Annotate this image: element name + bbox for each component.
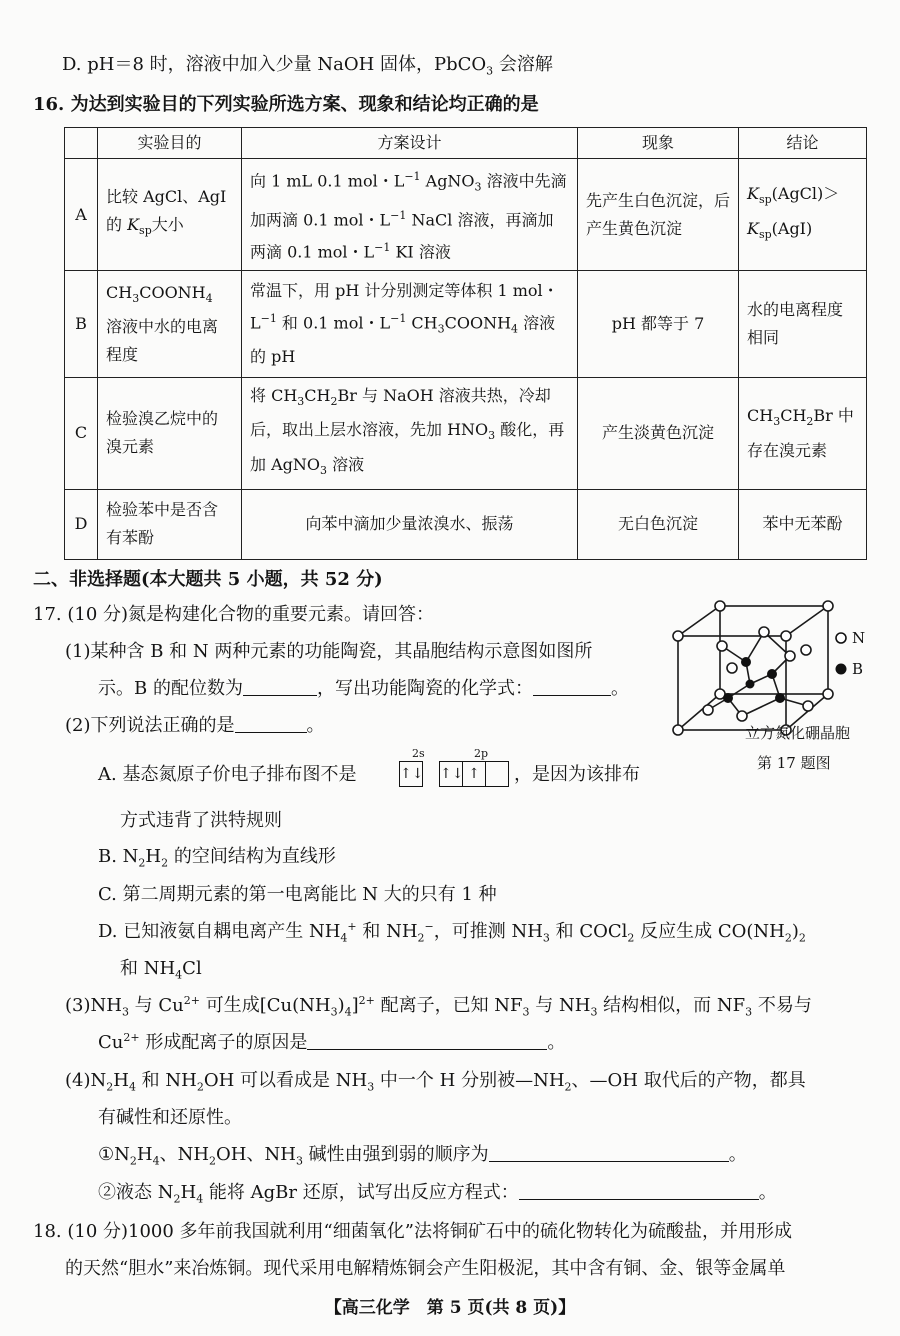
q17-part4-line1: $(4)N_2H_4$ 和 $NH_2OH$ 可以看成是 $NH_3$ 中一个 H 分别被$—NH_2$、—OH 取代后的产物，都具 <box>65 1070 806 1094</box>
section-heading: 二、非选择题(本大题共 5 小题，共 52 分) <box>33 569 383 590</box>
row-plan: 将 $CH_3CH_2Br$ 与 NaOH 溶液共热，冷却后，取出上层水溶液，先加 $HNO_3$ 酸化，再加 AgNO$_3$ 溶液 <box>242 378 578 490</box>
answer-blank[interactable] <box>235 714 307 733</box>
q17-option-a: A. 基态氮原子价电子排布图不是 <box>98 764 357 785</box>
q16-table <box>64 127 867 560</box>
row-purpose: $CH_3COONH_4$ 溶液中水的电离程度 <box>98 271 242 378</box>
header-conclusion: 结论 <box>739 128 867 159</box>
figure-caption: 立方氮化硼晶胞 <box>745 724 851 742</box>
legend-n-marker <box>834 631 848 645</box>
orbital-label-2p: 2p <box>474 747 489 760</box>
row-phenomenon: 先产生白色沉淀，后产生黄色沉淀 <box>578 159 739 271</box>
row-phenomenon: 产生淡黄色沉淀 <box>578 378 739 490</box>
row-phenomenon: pH 都等于 7 <box>578 271 739 378</box>
table-row <box>65 159 867 271</box>
row-letter: B <box>65 271 98 378</box>
answer-blank[interactable] <box>489 1143 729 1162</box>
q17-part1-line2: 示。B 的配位数为 ，写出功能陶瓷的化学式： 。 <box>98 678 629 699</box>
q17-option-b: B. $N_2H_2$ 的空间结构为直线形 <box>98 846 336 870</box>
row-purpose: 检验溴乙烷中的溴元素 <box>98 378 242 490</box>
header-purpose: 实验目的 <box>98 128 242 159</box>
table-row <box>65 489 867 559</box>
row-plan: 常温下，用 pH 计分别测定等体积 1 mol・$L^{-1}$ 和 0.1 mol・$L^{-1}$ $CH_3COONH_4$ 溶液的 pH <box>242 271 578 378</box>
q17-part3-line1: $(3)NH_3$ 与 $Cu^{2+}$ 可生成$[Cu(NH_3)_4]^{2+}$ 配离子，已知 $NF_3$ 与 $NH_3$ 结构相似，而 $NF_3$ 不易与 <box>65 994 812 1019</box>
q15-option-d: D. pH＝8 时，溶液中加入少量 NaOH 固体，PbCO$_3$ 会溶解 <box>62 54 553 78</box>
row-letter: A <box>65 159 98 271</box>
q17-part3-line2: $Cu^{2+}$ 形成配离子的原因是 。 <box>98 1031 566 1053</box>
header-phenomenon: 现象 <box>578 128 739 159</box>
answer-blank[interactable] <box>307 1031 547 1050</box>
q17-option-c: C. 第二周期元素的第一电离能比 N 大的只有 1 种 <box>98 884 497 905</box>
header-plan: 方案设计 <box>242 128 578 159</box>
legend-n-label: N <box>852 629 866 647</box>
q18-line2: 的天然“胆水”来冶炼铜。现代采用电解精炼铜会产生阳极泥，其中含有铜、金、银等金属单 <box>65 1258 786 1279</box>
row-plan: 向 1 mL 0.1 mol・$L^{-1}$ AgNO$_3$ 溶液中先滴加两滴 0.1 mol・$L^{-1}$ NaCl 溶液，再滴加两滴 0.1 mol・$L^{-1}$ KI 溶液 <box>242 159 578 271</box>
row-phenomenon: 无白色沉淀 <box>578 489 739 559</box>
legend-b-marker <box>834 662 848 676</box>
q17-part2: (2)下列说法正确的是 。 <box>65 715 325 736</box>
q18-line1: 18. (10 分)1000 多年前我国就利用“细菌氧化”法将铜矿石中的硫化物转化为硫酸盐，并用形成 <box>33 1221 792 1242</box>
answer-blank[interactable] <box>519 1181 759 1200</box>
row-purpose: 检验苯中是否含有苯酚 <box>98 489 242 559</box>
row-conclusion: $K_{sp}(AgCl)>$ $K_{sp}(AgI)$ <box>739 159 867 271</box>
orbital-box-2p: ↑↓ ↑ <box>439 761 509 787</box>
q17-option-a-line2: 方式违背了洪特规则 <box>120 810 282 831</box>
row-plan: 向苯中滴加少量浓溴水、振荡 <box>242 489 578 559</box>
q16-stem: 16. 为达到实验目的下列实验所选方案、现象和结论均正确的是 <box>33 94 539 115</box>
row-letter: C <box>65 378 98 490</box>
q16-table-header <box>65 128 867 159</box>
page-footer: 【高三化学 第 5 页(共 8 页)】 <box>324 1298 576 1318</box>
row-purpose: 比较 AgCl、AgI 的 $K_{sp}$大小 <box>98 159 242 271</box>
orbital-box-2s: ↑↓ <box>399 761 423 787</box>
table-row <box>65 271 867 378</box>
row-conclusion: $CH_3CH_2Br$ 中存在溴元素 <box>739 378 867 490</box>
row-conclusion: 水的电离程度相同 <box>739 271 867 378</box>
q17-part4-ii: ②液态 $N_2H_4$ 能将 AgBr 还原，试写出反应方程式： 。 <box>98 1182 777 1206</box>
q17-option-d-line2: 和 $NH_4Cl$ <box>120 958 202 982</box>
q17-stem: 17. (10 分)氮是构建化合物的重要元素。请回答： <box>33 604 435 625</box>
q17-part4-line2: 有碱性和还原性。 <box>98 1107 242 1128</box>
boron-nitride-unit-cell-figure <box>668 598 868 773</box>
legend-b-label: B <box>852 660 864 678</box>
orbital-label-2s: 2s <box>412 747 425 760</box>
row-letter: D <box>65 489 98 559</box>
q17-part1-line1: (1)某种含 B 和 N 两种元素的功能陶瓷，其晶胞结构示意图如图所 <box>65 641 593 662</box>
q17-option-d-line1: D. 已知液氨自耦电离产生 $NH_4^+$ 和 $NH_2^-$，可推测 $NH_3$ 和 COCl$_2$ 反应生成 $CO(NH_2)_2$ <box>98 920 806 945</box>
header-blank <box>65 128 98 159</box>
answer-blank[interactable] <box>243 677 317 696</box>
answer-blank[interactable] <box>533 677 611 696</box>
q17-part4-i: $①N_2H_4$、$NH_2OH$、$NH_3$ 碱性由强到弱的顺序为 。 <box>98 1144 747 1168</box>
table-row <box>65 378 867 490</box>
row-conclusion: 苯中无苯酚 <box>739 489 867 559</box>
figure-number: 第 17 题图 <box>757 754 831 772</box>
q17-option-a-tail: ，是因为该排布 <box>514 764 640 785</box>
